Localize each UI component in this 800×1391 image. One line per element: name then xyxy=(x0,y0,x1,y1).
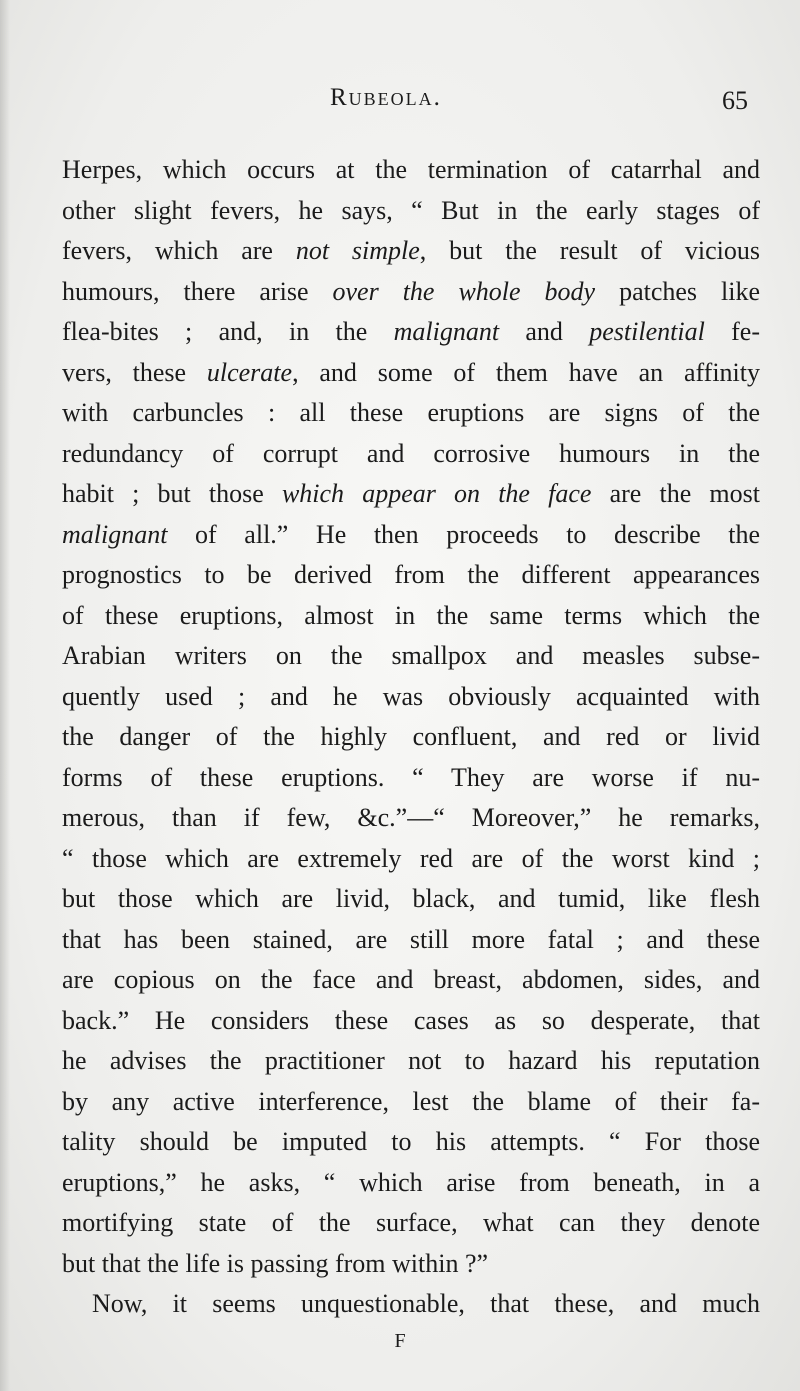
text-line: malignant of all.” He then proceeds to describe the xyxy=(62,519,760,549)
text-line: redundancy of corrupt and corrosive humours in the xyxy=(62,438,760,468)
text-line: other slight fevers, he says, “ But in the early stages of xyxy=(62,195,760,225)
text-line: Arabian writers on the smallpox and measles subse- xyxy=(62,641,760,670)
page-number: 65 xyxy=(722,86,748,115)
text-line: but that the life is passing from within ?” xyxy=(62,1248,489,1278)
text-line: Now, it seems unquestionable, that these, and much xyxy=(92,1289,760,1318)
text-line: quently used ; and he was obviously acquainted with xyxy=(62,681,760,711)
text-line: that has been stained, are still more fatal ; and these xyxy=(62,924,760,954)
paragraph xyxy=(62,150,760,1284)
text-line: vers, these ulcerate, and some of them have an affinity xyxy=(62,357,760,387)
text-line: eruptions,” he asks, “ which arise from beneath, in a xyxy=(62,1167,760,1197)
text-line: forms of these eruptions. “ They are worse if nu- xyxy=(62,762,760,792)
page-edge-shadow xyxy=(0,0,10,1391)
text-line: humours, there arise over the whole body patches like xyxy=(62,276,760,306)
paragraph xyxy=(62,1284,760,1325)
text-line: prognostics to be derived from the different appearances xyxy=(62,560,760,589)
text-line: he advises the practitioner not to hazard his reputation xyxy=(62,1046,760,1075)
text-line: are copious on the face and breast, abdomen, sides, and xyxy=(62,965,760,994)
text-line: Herpes, which occurs at the termination of catarrhal and xyxy=(62,155,760,184)
running-head xyxy=(0,84,800,124)
body-text xyxy=(62,150,760,1325)
text-line: mortifying state of the surface, what can they denote xyxy=(62,1208,760,1237)
text-line: by any active interference, lest the blame of their fa- xyxy=(62,1086,760,1116)
text-line: but those which are livid, black, and tumid, like flesh xyxy=(62,884,760,913)
text-line: with carbuncles : all these eruptions are signs of the xyxy=(62,398,760,427)
text-line: “ those which are extremely red are of the worst kind ; xyxy=(62,843,760,873)
text-line: back.” He considers these cases as so desperate, that xyxy=(62,1005,760,1035)
text-line: fevers, which are not simple, but the result of vicious xyxy=(62,236,760,265)
text-line: tality should be imputed to his attempts. “ For those xyxy=(62,1127,760,1156)
signature-mark: F xyxy=(394,1330,406,1352)
text-line: flea-bites ; and, in the malignant and pestilential fe- xyxy=(62,317,760,346)
text-line: of these eruptions, almost in the same terms which the xyxy=(62,600,760,630)
running-head-title: Rubeola. xyxy=(330,84,442,111)
text-line: habit ; but those which appear on the face are the most xyxy=(62,479,760,508)
text-line: merous, than if few, &c.”—“ Moreover,” he remarks, xyxy=(62,803,760,832)
text-line: the danger of the highly confluent, and red or livid xyxy=(62,722,760,751)
